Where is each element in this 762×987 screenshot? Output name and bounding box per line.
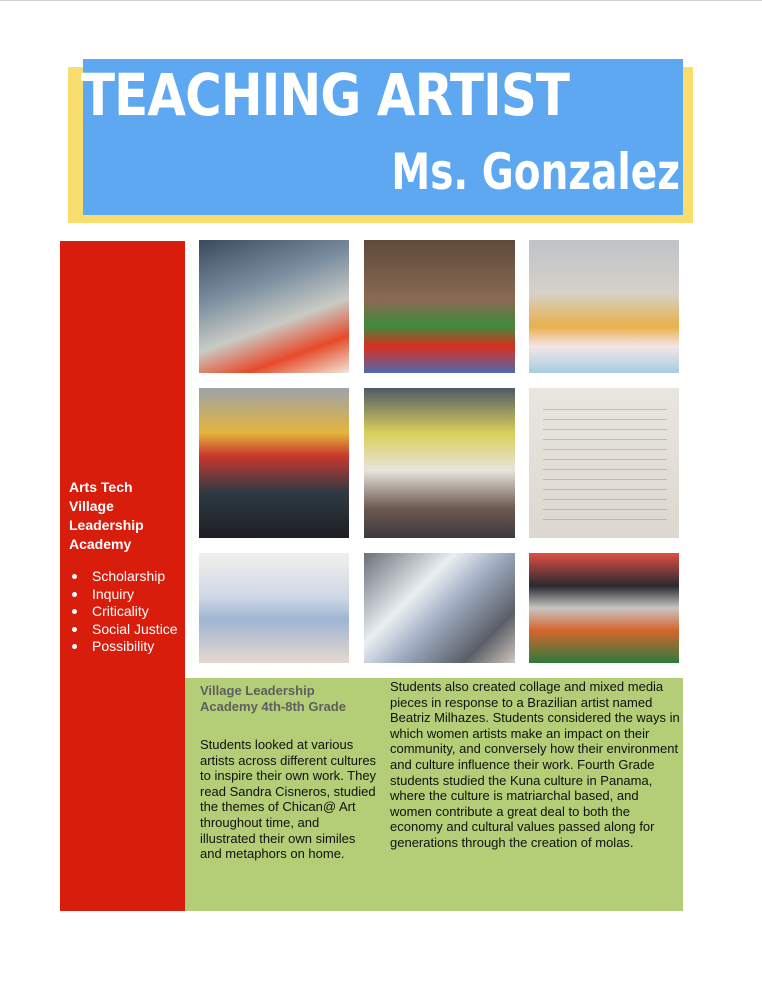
photo-handwritten-worksheet [529,388,679,538]
photo-boy-with-artwork [364,240,515,373]
value-item-criticality: Criticality [69,603,185,621]
worksheet-lines [543,400,667,528]
values-list [69,568,185,656]
photo-girl-with-drawing [529,240,679,373]
value-item-social-justice: Social Justice [69,621,185,639]
page-subtitle: Ms. Gonzalez [391,143,680,201]
value-item-possibility: Possibility [69,638,185,656]
sidebar [60,241,185,911]
photo-students-crafting [199,240,349,373]
top-border-line [0,0,762,1]
photo-cityscape-drawing [199,553,349,663]
section-heading: Village Leadership Academy 4th-8th Grade [200,683,346,714]
paragraph-left: Students looked at various artists across different cultures to inspire their own work. They read Sandra Cisneros, studied the themes of Chican@ Art throughout time, and illustrated their own similes and metaphors on home. [200,737,377,862]
value-item-scholarship: Scholarship [69,568,185,586]
photo-student-mask-drawing [364,388,515,538]
photo-students-wearing-masks [199,388,349,538]
paragraph-right: Students also created collage and mixed media pieces in response to a Brazilian artist named Beatriz Milhazes. Students considered the ways in which women artists make an impact on their community, and conversely how their environment and culture influence their work. Fourth Grade students studied the Kuna culture in Panama, where the culture is matriarchal based, and women contribute a great deal to both the economy and cultural values passed along for generations through the creation of molas. [390,679,680,850]
photo-mixed-media-collage [529,553,679,663]
school-name: Arts Tech Village Leadership Academy [69,479,144,552]
value-item-inquiry: Inquiry [69,586,185,604]
photo-collage-students-working [364,553,515,663]
content-panel [185,678,683,911]
page-title: TEACHING ARTIST [81,61,570,129]
